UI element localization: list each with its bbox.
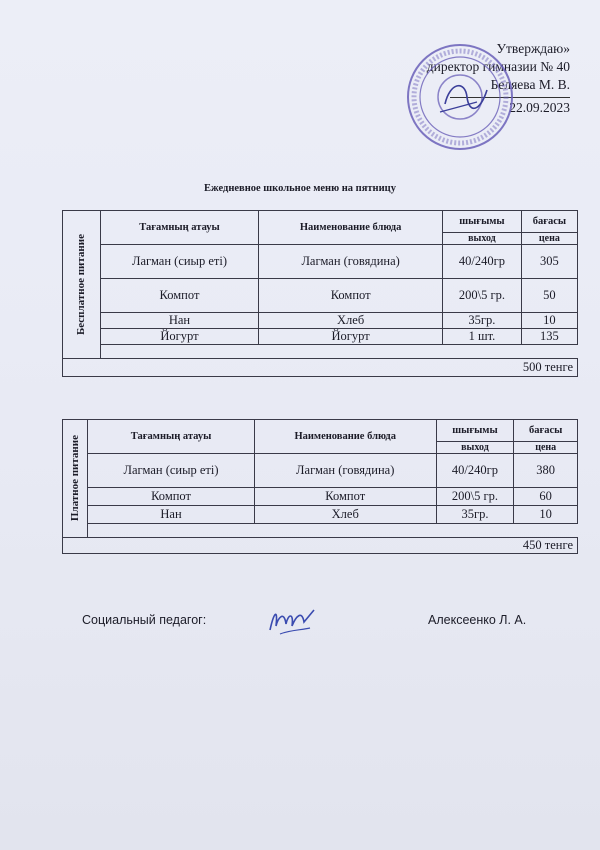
paid-header-kz: Тағамның атауы: [88, 420, 255, 454]
free-side-cell: [63, 211, 101, 359]
paid-side-cell: [63, 420, 88, 538]
table-row: [63, 245, 578, 279]
cell-ru: Лагман (говядина): [259, 245, 443, 279]
free-header-price-kz: бағасы: [521, 211, 577, 233]
cell-price: 10: [521, 313, 577, 329]
cell-price: 305: [521, 245, 577, 279]
free-header-yield-kz: шығымы: [443, 211, 522, 233]
table-row: [63, 506, 578, 524]
table-row: [63, 488, 578, 506]
free-side-label: Бесплатное питание: [75, 233, 88, 336]
table-row: [63, 329, 578, 345]
approve-label: Утверждаю»: [496, 41, 570, 56]
paid-header-yield-kz: шығымы: [436, 420, 514, 442]
cell-kz: Лагман (сиыр еті): [88, 454, 255, 488]
cell-ru: Хлеб: [259, 313, 443, 329]
cell-price: 50: [521, 279, 577, 313]
cell-kz: Нан: [88, 506, 255, 524]
page-title: Ежедневное школьное меню на пятницу: [204, 183, 396, 194]
approve-position: директор гимназии № 40: [426, 59, 570, 74]
cell-yield: 200\5 гр.: [443, 279, 522, 313]
cell-yield: 35гр.: [436, 506, 514, 524]
cell-kz: Йогурт: [100, 329, 258, 345]
cell-ru: Компот: [259, 279, 443, 313]
stamp-seal-icon: [405, 42, 515, 152]
approve-date: 22.09.2023: [450, 97, 570, 117]
paid-header-price-kz: бағасы: [514, 420, 578, 442]
cell-yield: 40/240гр: [436, 454, 514, 488]
cell-yield: 40/240гр: [443, 245, 522, 279]
cell-price: 10: [514, 506, 578, 524]
cell-ru: Хлеб: [254, 506, 436, 524]
cell-kz: Компот: [88, 488, 255, 506]
free-total: 500 тенге: [63, 359, 578, 377]
free-header-kz: Тағамның атауы: [100, 211, 258, 245]
cell-price: 135: [521, 329, 577, 345]
cell-yield: 35гр.: [443, 313, 522, 329]
approve-name: Беляева М. В.: [490, 77, 570, 92]
paid-header-price-ru: цена: [514, 442, 578, 454]
paid-menu-table: [62, 419, 578, 554]
table-row: [63, 313, 578, 329]
footer-name: Алексеенко Л. А.: [428, 613, 527, 627]
footer-role: Социальный педагог:: [82, 613, 207, 627]
table-row: [63, 454, 578, 488]
paid-header-yield-ru: выход: [436, 442, 514, 454]
cell-price: 60: [514, 488, 578, 506]
cell-ru: Лагман (говядина): [254, 454, 436, 488]
free-menu-table: [62, 210, 578, 377]
free-header-price-ru: цена: [521, 233, 577, 245]
paid-total: 450 тенге: [63, 538, 578, 554]
cell-kz: Компот: [100, 279, 258, 313]
cell-yield: 200\5 гр.: [436, 488, 514, 506]
signature-icon: [264, 600, 324, 640]
paid-header-ru: Наименование блюда: [254, 420, 436, 454]
free-header-ru: Наименование блюда: [259, 211, 443, 245]
cell-price: 380: [514, 454, 578, 488]
free-header-yield-ru: выход: [443, 233, 522, 245]
cell-ru: Компот: [254, 488, 436, 506]
cell-ru: Йогурт: [259, 329, 443, 345]
table-row: [63, 279, 578, 313]
cell-yield: 1 шт.: [443, 329, 522, 345]
cell-kz: Нан: [100, 313, 258, 329]
cell-kz: Лагман (сиыр еті): [100, 245, 258, 279]
paid-side-label: Платное питание: [69, 435, 82, 522]
